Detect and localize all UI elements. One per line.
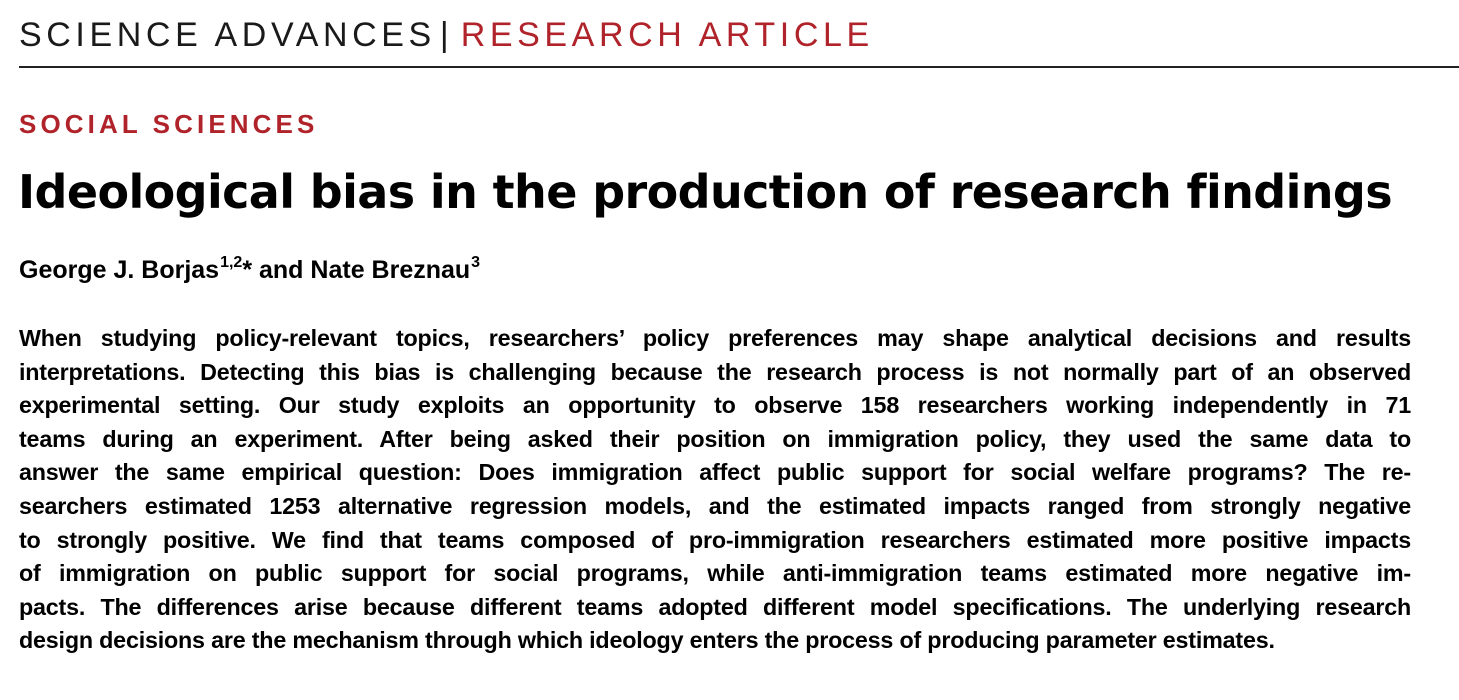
author-list	[19, 250, 480, 294]
abstract-line: pacts. The differences arise because different teams adopted different model specifications. The underlying research	[19, 593, 1411, 620]
abstract-line: experimental setting. Our study exploits an opportunity to observe 158 researchers working independently in 71	[19, 392, 1411, 419]
abstract-line: answer the same empirical question: Does immigration affect public support for social welfare programs? The re-	[19, 459, 1411, 486]
abstract-line: When studying policy-relevant topics, researchers’ policy preferences may shape analytical decisions and results	[19, 325, 1411, 351]
journal-name: SCIENCE ADVANCES	[19, 16, 436, 54]
article-type: RESEARCH ARTICLE	[460, 16, 874, 54]
abstract	[19, 322, 1411, 658]
article-title: Ideological bias in the production of research findings	[18, 165, 1393, 219]
author-name-breznau: Nate Breznau	[310, 256, 471, 284]
abstract-line: design decisions are the mechanism through which ideology enters the process of producing parameter estimates.	[19, 627, 1275, 654]
author-conjunction: and	[252, 256, 311, 284]
abstract-line: teams during an experiment. After being asked their position on immigration policy, they used the same data to	[19, 425, 1411, 452]
abstract-line: interpretations. Detecting this bias is challenging because the research process is not normally part of an observed	[19, 358, 1411, 385]
author-affiliation-borjas[interactable]: 1,2	[220, 254, 243, 271]
author-name-borjas: George J. Borjas	[19, 256, 220, 284]
header-rule	[19, 66, 1459, 68]
journal-masthead	[19, 14, 874, 56]
author-affiliation-breznau[interactable]: 3	[471, 254, 481, 271]
corresponding-author-mark: *	[242, 256, 253, 284]
masthead-separator: |	[439, 16, 449, 54]
abstract-line: of immigration on public support for social programs, while anti-immigration teams estimated more negative im-	[19, 560, 1411, 587]
abstract-line: to strongly positive. We find that teams composed of pro-immigration researchers estimated more positive impacts	[19, 526, 1411, 553]
section-label: SOCIAL SCIENCES	[19, 109, 319, 139]
abstract-line: searchers estimated 1253 alternative regression models, and the estimated impacts ranged from strongly negative	[19, 492, 1411, 519]
